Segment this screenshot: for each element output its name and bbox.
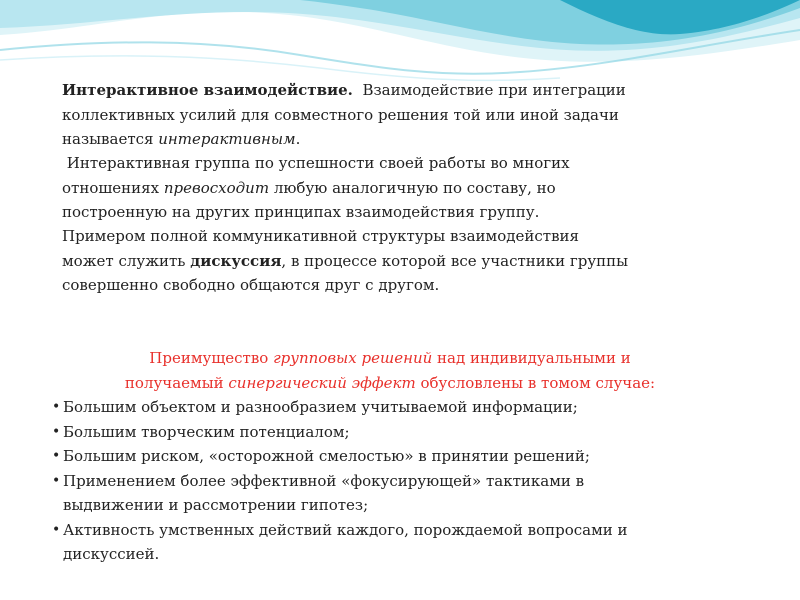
p1-line3-end: . — [295, 130, 301, 148]
p2-line2-end: любую аналогичную по составу, но — [269, 178, 556, 197]
adv-line1-a: Преимущество — [149, 349, 274, 367]
list-item-text: Большим объектом и разнообразием учитываемой информации; — [63, 398, 578, 416]
adv-line2-a: получаемый — [124, 373, 229, 392]
list-item-text: Большим творческим потенциалом; — [63, 422, 350, 441]
list-item-text: Применением более эффективной «фокусирующей» тактиками в — [63, 471, 585, 490]
list-item-continuation: выдвижении и рассмотрении гипотез; — [63, 496, 369, 514]
bullet-icon: • — [52, 521, 61, 538]
p3-line2-text: может служить — [62, 251, 191, 270]
list-item — [52, 444, 752, 469]
p1-line3-text: называется — [62, 130, 159, 148]
p3-line1-text: Примером полной коммуникативной структуры взаимодействия — [62, 227, 579, 245]
bullet-icon: • — [52, 423, 61, 440]
bullet-icon: • — [52, 472, 61, 489]
p3-line2-end: , в процессе которой все участники группы — [281, 251, 629, 270]
p1-line3-italic: интерактивным — [158, 130, 296, 148]
list-item-continuation: дискуссией. — [63, 545, 160, 563]
adv-line2-b: обусловлены в томом случае: — [415, 373, 656, 392]
paragraph-interactive-interaction — [62, 78, 712, 152]
list-item — [52, 518, 752, 567]
p2-line2-text: отношениях — [62, 178, 164, 197]
adv-line2-italic: синергический эффект — [228, 373, 416, 392]
list-item-text: Активность умственных действий каждого, порождаемой вопросами и — [63, 520, 628, 539]
p3-line3-text: совершенно свободно общаются друг с другом. — [62, 276, 440, 294]
bullet-icon: • — [52, 448, 61, 464]
paragraph-discussion-example — [62, 224, 712, 298]
adv-line1-b: над индивидуальными и — [432, 349, 631, 367]
term-heading: Интерактивное взаимодействие. — [62, 81, 353, 99]
advantages-bullet-list — [52, 395, 752, 567]
list-item — [52, 469, 752, 518]
adv-line1-italic: групповых решений — [273, 349, 433, 367]
p3-line2-bold: дискуссия — [190, 251, 282, 270]
list-item-text: Большим риском, «осторожной смелостью» в принятии решений; — [63, 447, 590, 465]
advantage-statement — [40, 346, 740, 395]
bullet-icon: • — [52, 399, 61, 415]
list-item — [52, 395, 752, 420]
paragraph-interactive-group — [62, 151, 712, 225]
p2-line1-text: Интерактивная группа по успешности своей работы во многих — [62, 154, 570, 172]
p2-line2-italic: превосходит — [163, 178, 270, 197]
list-item — [52, 420, 752, 445]
p1-line2-text: коллективных усилий для совместного решения той или иной задачи — [62, 105, 619, 124]
p1-line1-text: Взаимодействие при интеграции — [362, 81, 626, 99]
p2-line3-text: построенную на других принципах взаимодействия группу. — [62, 203, 540, 221]
